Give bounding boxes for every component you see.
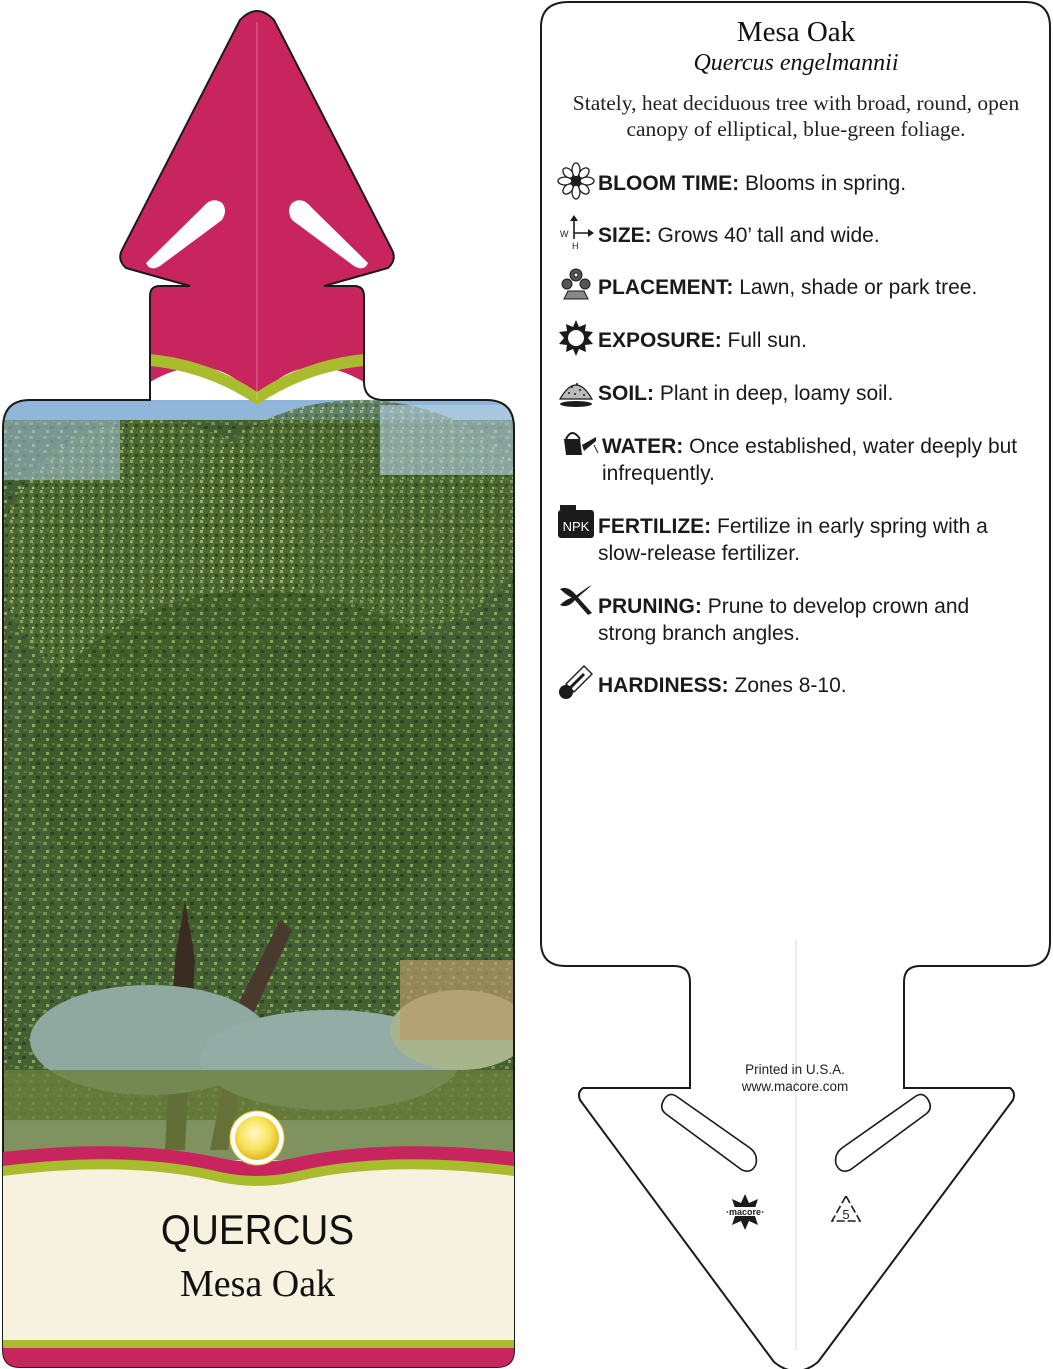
info-label: PLACEMENT: <box>598 276 734 299</box>
info-label: BLOOM TIME: <box>598 172 740 195</box>
info-value: Zones 8-10. <box>734 674 847 697</box>
common-name: Mesa Oak <box>179 1263 336 1305</box>
latin-name: Quercus engelmannii <box>693 50 899 76</box>
info-value: Fertilize in early spring with a slow-release fertilizer. <box>598 515 988 565</box>
info-value: Blooms in spring. <box>745 172 907 195</box>
info-value: Prune to develop crown and strong branch angles. <box>598 595 970 645</box>
info-label: HARDINESS: <box>598 674 729 697</box>
printed-info <box>700 1061 890 1095</box>
info-label: SIZE: <box>598 224 652 247</box>
info-label: WATER: <box>602 435 684 458</box>
plant-photo <box>0 400 530 1170</box>
svg-text:H: H <box>572 241 579 251</box>
info-value: Grows 40’ tall and wide. <box>657 224 880 247</box>
svg-text:W: W <box>560 229 569 239</box>
website: www.macore.com <box>741 1079 849 1094</box>
info-label: EXPOSURE: <box>598 329 722 352</box>
plant-description: Stately, heat deciduous tree with broad, round, open canopy of elliptical, blue-green foliage. <box>572 91 1020 141</box>
info-value: Full sun. <box>727 329 807 352</box>
info-label: PRUNING: <box>598 595 702 618</box>
flower-icon <box>558 163 594 199</box>
info-label: FERTILIZE: <box>598 515 712 538</box>
front-tag <box>0 11 530 1367</box>
plant-title: Mesa Oak <box>736 16 856 48</box>
info-value: Plant in deep, loamy soil. <box>659 382 894 405</box>
full-sun-icon <box>230 1111 284 1165</box>
svg-text:5: 5 <box>842 1207 850 1222</box>
info-value: Once established, water deeply but infrequently. <box>602 435 1018 485</box>
svg-text:macore: macore <box>728 1207 762 1217</box>
info-label: SOIL: <box>598 382 654 405</box>
svg-text:NPK: NPK <box>562 519 590 534</box>
genus-name: QUERCUS <box>160 1206 355 1253</box>
info-value: Lawn, shade or park tree. <box>739 276 978 299</box>
name-banner <box>3 1146 514 1367</box>
printed-in: Printed in U.S.A. <box>745 1062 845 1077</box>
